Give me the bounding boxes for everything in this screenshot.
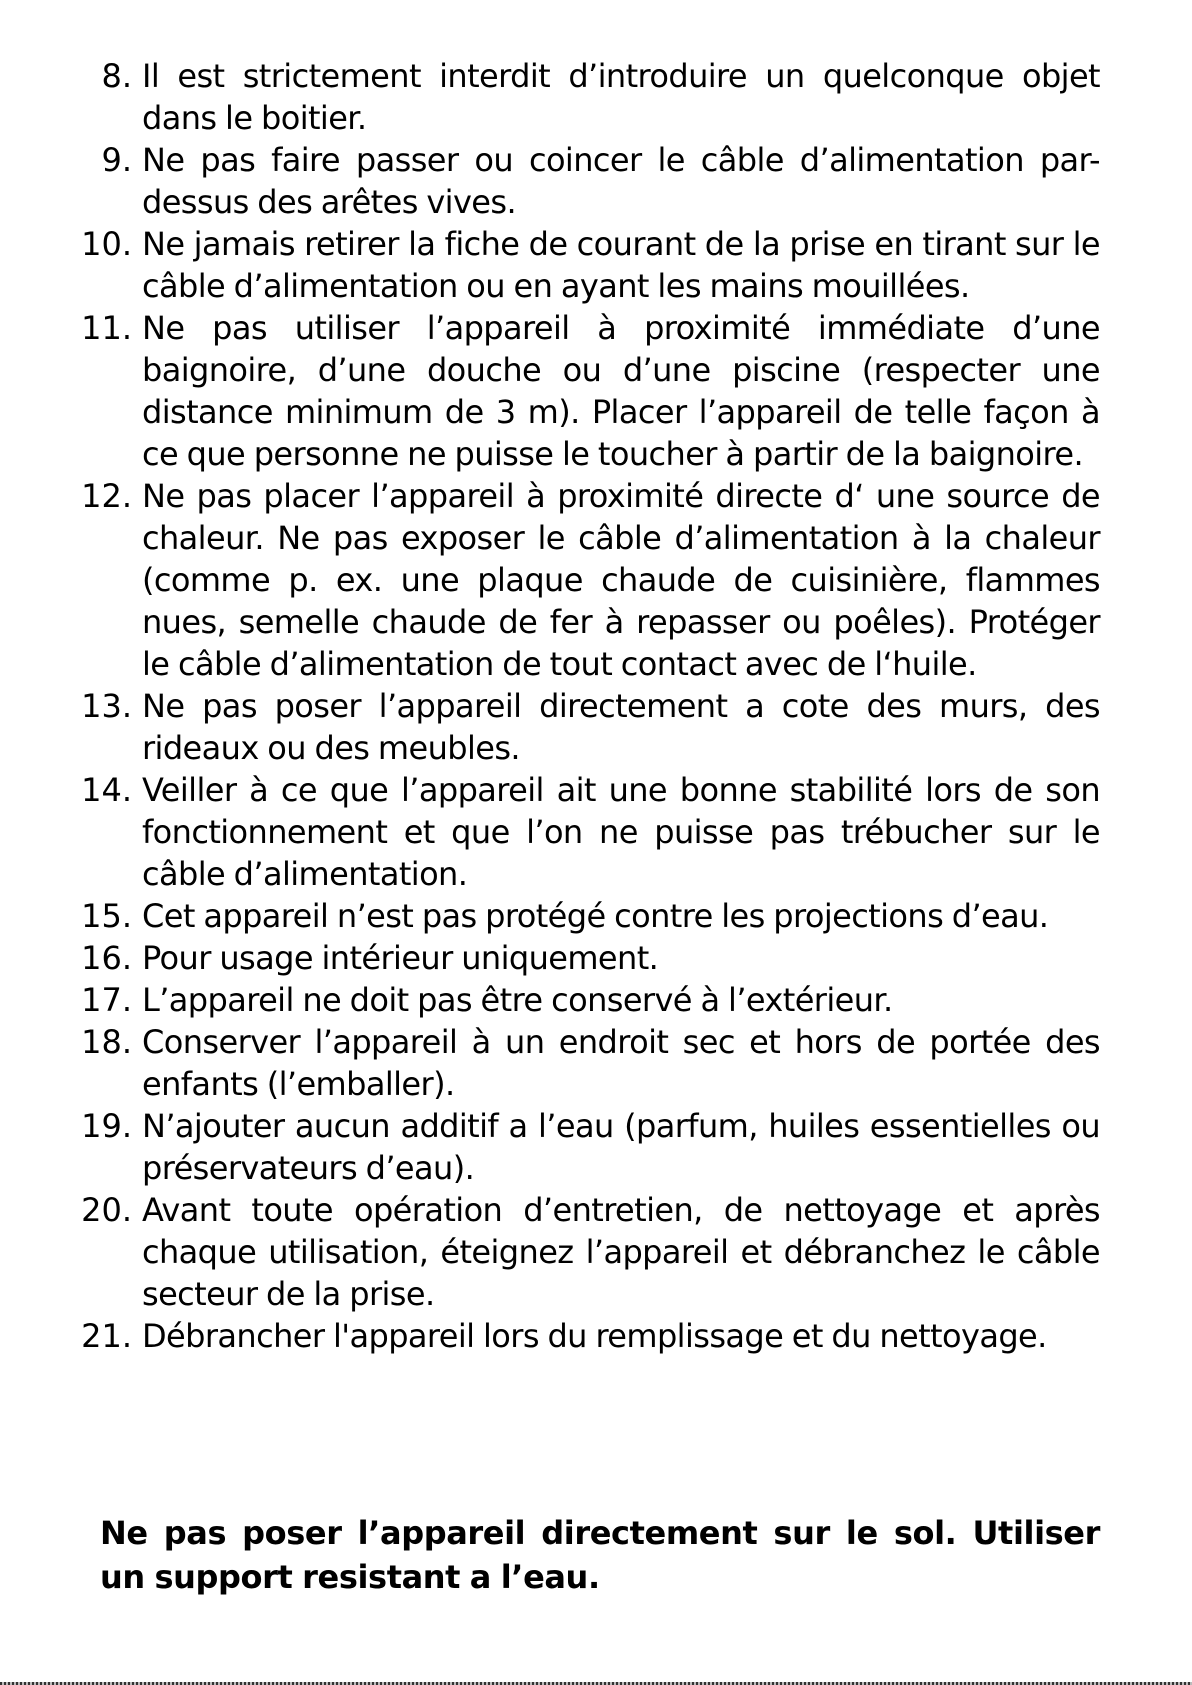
list-item [0,139,1192,223]
item-text: N’ajouter aucun additif a l’eau (parfum, huiles essentielles ou préservateurs d’eau). [142,1107,1100,1187]
item-text: Il est strictement interdit d’introduire un quelconque objet dans le boitier. [142,57,1100,137]
item-number: 13. [81,687,132,725]
item-text: Ne pas placer l’appareil à proximité directe d‘ une source de chaleur. Ne pas exposer le câble d’alimentation à la chaleur (comme p. ex. une plaque chaude de cuisinière, flammes nues, semelle chaude de fer à repasser ou poêles). Protéger le câble d’alimentation de tout contact avec de l‘huile. [142,477,1100,683]
item-number: 20. [81,1191,132,1229]
list-item [0,685,1192,769]
item-number: 12. [81,477,132,515]
item-number: 16. [81,939,132,977]
list-item [0,1021,1192,1105]
item-number: 17. [81,981,132,1019]
item-text: Débrancher l'appareil lors du remplissage et du nettoyage. [142,1317,1047,1355]
item-number: 21. [81,1317,132,1355]
item-number: 15. [81,897,132,935]
list-item [0,1105,1192,1189]
item-text: Cet appareil n’est pas protégé contre les projections d’eau. [142,897,1049,935]
item-number: 8. [101,57,132,95]
list-item [0,979,1192,1021]
item-number: 11. [81,309,132,347]
list-item [0,475,1192,685]
item-number: 9. [101,141,132,179]
item-text: Avant toute opération d’entretien, de nettoyage et après chaque utilisation, éteignez l’appareil et débranchez le câble secteur de la prise. [142,1191,1100,1313]
list-item [0,1315,1192,1357]
list-item [0,1189,1192,1315]
item-number: 14. [81,771,132,809]
list-item [0,55,1192,139]
item-text: L’appareil ne doit pas être conservé à l’extérieur. [142,981,893,1019]
item-number: 10. [81,225,132,263]
list-item [0,937,1192,979]
item-text: Ne pas faire passer ou coincer le câble d’alimentation par-dessus des arêtes vives. [142,141,1100,221]
item-text: Ne pas utiliser l’appareil à proximité immédiate d’une baignoire, d’une douche ou d’une piscine (respecter une distance minimum de 3 m). Placer l’appareil de telle façon à ce que personne ne puisse le toucher à partir de la baignoire. [142,309,1100,473]
item-text: Ne jamais retirer la fiche de courant de la prise en tirant sur le câble d’alimentation ou en ayant les mains mouillées. [142,225,1100,305]
list-item [0,895,1192,937]
list-item [0,307,1192,475]
safety-instructions-list [0,55,1192,1357]
item-number: 19. [81,1107,132,1145]
warning-note: Ne pas poser l’appareil directement sur le sol. Utiliser un support resistant a l’eau. [100,1514,1100,1596]
item-text: Pour usage intérieur uniquement. [142,939,659,977]
item-text: Conserver l’appareil à un endroit sec et hors de portée des enfants (l’emballer). [142,1023,1100,1103]
item-number: 18. [81,1023,132,1061]
item-text: Ne pas poser l’appareil directement a cote des murs, des rideaux ou des meubles. [142,687,1100,767]
list-item [0,223,1192,307]
list-item [0,769,1192,895]
item-text: Veiller à ce que l’appareil ait une bonne stabilité lors de son fonctionnement et que l’on ne puisse pas trébucher sur le câble d’alimentation. [142,771,1100,893]
